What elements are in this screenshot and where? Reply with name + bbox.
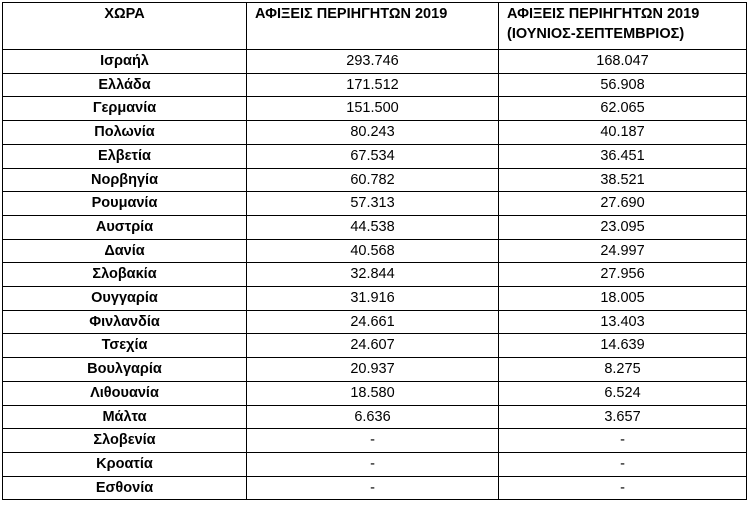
arrivals-2019-cell: 40.568	[247, 239, 499, 263]
column-header-country: ΧΩΡΑ	[3, 3, 247, 50]
country-cell: Ρουμανία	[3, 192, 247, 216]
arrivals-2019-cell: 60.782	[247, 168, 499, 192]
arrivals-2019-cell: 44.538	[247, 215, 499, 239]
country-cell: Ουγγαρία	[3, 287, 247, 311]
arrivals-2019-cell: 20.937	[247, 358, 499, 382]
arrivals-2019-summer-cell: 168.047	[499, 50, 747, 74]
country-cell: Μάλτα	[3, 405, 247, 429]
arrivals-2019-summer-cell: 62.065	[499, 97, 747, 121]
arrivals-2019-summer-cell: 3.657	[499, 405, 747, 429]
arrivals-2019-cell: 80.243	[247, 121, 499, 145]
country-cell: Σλοβενία	[3, 429, 247, 453]
arrivals-2019-summer-cell: -	[499, 476, 747, 500]
arrivals-2019-summer-cell: 6.524	[499, 381, 747, 405]
country-cell: Νορβηγία	[3, 168, 247, 192]
arrivals-2019-cell: -	[247, 476, 499, 500]
table-row	[3, 215, 747, 239]
table-row	[3, 50, 747, 74]
arrivals-2019-summer-cell: 14.639	[499, 334, 747, 358]
arrivals-2019-cell: -	[247, 452, 499, 476]
arrivals-2019-cell: 293.746	[247, 50, 499, 74]
table-row	[3, 144, 747, 168]
country-cell: Δανία	[3, 239, 247, 263]
table-row	[3, 452, 747, 476]
arrivals-2019-cell: 171.512	[247, 73, 499, 97]
table-row	[3, 405, 747, 429]
table-row	[3, 168, 747, 192]
arrivals-2019-cell: 151.500	[247, 97, 499, 121]
arrivals-2019-summer-cell: 36.451	[499, 144, 747, 168]
table-row	[3, 121, 747, 145]
arrivals-2019-cell: 67.534	[247, 144, 499, 168]
table-row	[3, 287, 747, 311]
table-row	[3, 310, 747, 334]
table-row	[3, 429, 747, 453]
arrivals-2019-summer-cell: 40.187	[499, 121, 747, 145]
table-header-row	[3, 3, 747, 50]
country-cell: Σλοβακία	[3, 263, 247, 287]
column-header-arrivals-2019: ΑΦΙΞΕΙΣ ΠΕΡΙΗΓΗΤΩΝ 2019	[247, 3, 499, 50]
country-cell: Πολωνία	[3, 121, 247, 145]
column-header-arrivals-2019-summer: ΑΦΙΞΕΙΣ ΠΕΡΙΗΓΗΤΩΝ 2019 (ΙΟΥΝΙΟΣ-ΣΕΠΤΕΜΒΡΙΟΣ)	[499, 3, 747, 50]
arrivals-2019-cell: 31.916	[247, 287, 499, 311]
arrivals-2019-summer-cell: 27.956	[499, 263, 747, 287]
country-cell: Βουλγαρία	[3, 358, 247, 382]
table-row	[3, 73, 747, 97]
table-row	[3, 334, 747, 358]
country-cell: Ελβετία	[3, 144, 247, 168]
table-body	[3, 50, 747, 500]
table-row	[3, 358, 747, 382]
arrivals-2019-cell: 6.636	[247, 405, 499, 429]
country-cell: Εσθονία	[3, 476, 247, 500]
country-cell: Αυστρία	[3, 215, 247, 239]
table-row	[3, 381, 747, 405]
country-cell: Λιθουανία	[3, 381, 247, 405]
arrivals-2019-summer-cell: -	[499, 429, 747, 453]
country-cell: Κροατία	[3, 452, 247, 476]
arrivals-2019-summer-cell: 27.690	[499, 192, 747, 216]
table-row	[3, 476, 747, 500]
country-cell: Γερμανία	[3, 97, 247, 121]
arrivals-2019-summer-cell: 38.521	[499, 168, 747, 192]
country-cell: Τσεχία	[3, 334, 247, 358]
arrivals-2019-cell: 18.580	[247, 381, 499, 405]
arrivals-2019-summer-cell: 18.005	[499, 287, 747, 311]
arrivals-2019-summer-cell: 56.908	[499, 73, 747, 97]
country-cell: Ισραήλ	[3, 50, 247, 74]
arrivals-2019-summer-cell: 8.275	[499, 358, 747, 382]
arrivals-2019-cell: 57.313	[247, 192, 499, 216]
tourist-arrivals-table	[2, 2, 747, 500]
country-cell: Φινλανδία	[3, 310, 247, 334]
arrivals-2019-cell: 24.607	[247, 334, 499, 358]
table-row	[3, 239, 747, 263]
table-row	[3, 263, 747, 287]
table-row	[3, 192, 747, 216]
arrivals-2019-summer-cell: 24.997	[499, 239, 747, 263]
arrivals-2019-cell: 32.844	[247, 263, 499, 287]
arrivals-2019-summer-cell: 23.095	[499, 215, 747, 239]
arrivals-2019-summer-cell: 13.403	[499, 310, 747, 334]
country-cell: Ελλάδα	[3, 73, 247, 97]
arrivals-2019-cell: -	[247, 429, 499, 453]
table-row	[3, 97, 747, 121]
arrivals-2019-summer-cell: -	[499, 452, 747, 476]
arrivals-2019-cell: 24.661	[247, 310, 499, 334]
